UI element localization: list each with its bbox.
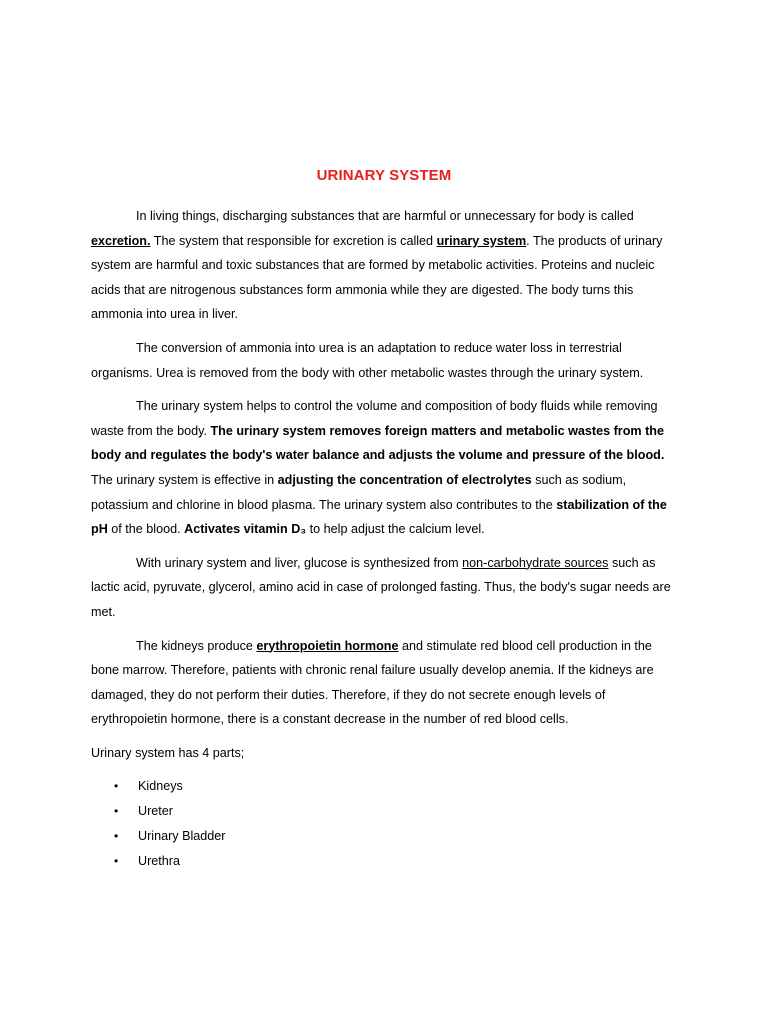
bold-vitamin-d3: Activates vitamin D₃ <box>184 522 307 537</box>
paragraph-erythropoietin <box>91 634 679 732</box>
text-run: The conversion of ammonia into urea is an adaptation to reduce water loss in terrestrial organisms. Urea is removed from the body with other metabolic wastes through the urinary system. <box>91 340 644 380</box>
text-run: Urinary system has 4 parts; <box>91 745 245 760</box>
term-urinary-system: urinary system <box>436 233 527 248</box>
text-run: The urinary system is effective in <box>91 472 278 487</box>
list-item-label: Ureter <box>138 804 173 819</box>
text-run: The system that responsible for excretion is called <box>150 233 437 248</box>
text-run: The urinary system helps to control the volume and composition of body fluids while removing waste from the body. <box>91 399 658 438</box>
list-item-urinary-bladder <box>91 824 679 849</box>
list-item-label: Urethra <box>138 854 180 869</box>
text-run: With urinary system and liver, glucose is synthesized from <box>136 555 463 570</box>
paragraph-excretion <box>91 204 679 327</box>
list-item-urethra <box>91 849 679 874</box>
parts-list <box>91 774 679 874</box>
text-run: . The products of urinary system are harmful and toxic substances that are formed by metabolic activities. Proteins and nucleic acids that are nitrogenous substances form ammonia while they are digested. The body turns this ammonia into urea in liver. <box>91 233 663 322</box>
text-run: such as sodium, potassium and chlorine in blood plasma. The urinary system also contributes to the <box>91 472 627 512</box>
bullet-icon: • <box>114 829 119 844</box>
bullet-icon: • <box>114 854 119 869</box>
text-run: of the blood. <box>107 522 185 537</box>
paragraph-functions <box>91 394 679 542</box>
list-item-label: Kidneys <box>138 779 183 794</box>
text-run: to help adjust the calcium level. <box>306 522 485 537</box>
text-run: and stimulate red blood cell production in the bone marrow. Therefore, patients with chronic renal failure usually develop anemia. If the kidneys are damaged, they do not perform their duties. Therefore, if they do not secrete enough levels of erythropoietin hormone, there is a constant decrease in the number of red blood cells. <box>91 638 654 727</box>
bold-ph-stabilization: stabilization of the pH <box>91 497 667 537</box>
list-item-label: Urinary Bladder <box>138 829 226 844</box>
list-item-ureter <box>91 799 679 824</box>
bold-electrolytes: adjusting the concentration of electrolytes <box>277 472 532 487</box>
underlined-non-carbohydrate-sources: non-carbohydrate sources <box>462 555 609 570</box>
list-item-kidneys <box>91 774 679 799</box>
term-erythropoietin-hormone: erythropoietin hormone <box>256 638 399 653</box>
text-run: such as lactic acid, pyruvate, glycerol, amino acid in case of prolonged fasting. Thus, the body's sugar needs are met. <box>91 555 671 619</box>
bullet-icon: • <box>114 779 119 794</box>
bullet-icon: • <box>114 804 119 819</box>
paragraph-glucose <box>91 551 679 625</box>
document-body <box>91 204 679 874</box>
term-excretion: excretion. <box>91 233 151 248</box>
bold-removes-foreign-matters: The urinary system removes foreign matters and metabolic wastes from the body and regulates the body's water balance and adjusts the volume and pressure of the blood. <box>91 423 665 463</box>
paragraph-parts-intro <box>91 741 679 766</box>
document-title: URINARY SYSTEM <box>316 167 452 184</box>
text-run: In living things, discharging substances that are harmful or unnecessary for body is called <box>136 209 634 223</box>
paragraph-ammonia-conversion <box>91 336 679 385</box>
text-run: The kidneys produce <box>136 638 257 653</box>
